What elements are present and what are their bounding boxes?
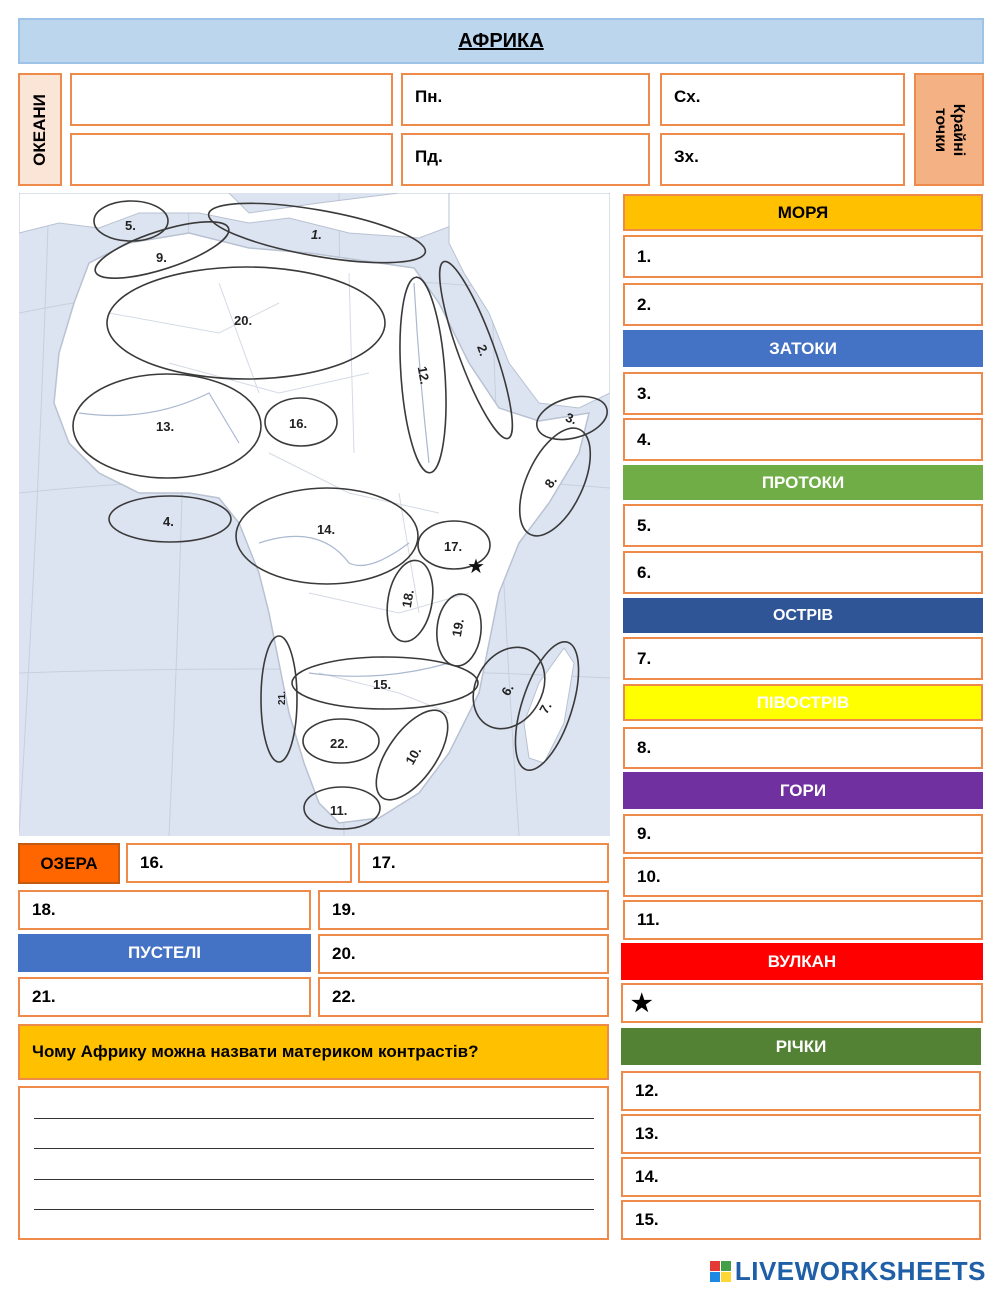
strait-field-5[interactable] <box>623 504 983 547</box>
map-label-16: 16. <box>289 416 308 431</box>
map-label-2: 2. <box>474 342 492 358</box>
river-number-14: 14. <box>635 1167 659 1186</box>
lake-field-18[interactable] <box>18 890 311 930</box>
sea-field-1[interactable] <box>623 235 983 278</box>
east-point-label: Сх. <box>674 87 701 106</box>
ocean-input-1[interactable] <box>70 73 393 126</box>
africa-map <box>19 193 610 836</box>
mountain-field-10[interactable] <box>623 857 983 897</box>
africa-map-svg <box>19 193 610 836</box>
peninsula-header: ПІВОСТРІВ <box>623 684 983 721</box>
volcano-field[interactable] <box>621 983 983 1023</box>
map-label-3: 3. <box>563 409 579 428</box>
answer-line-1 <box>34 1118 594 1119</box>
north-point-field[interactable] <box>401 73 650 126</box>
answer-line-4 <box>34 1209 594 1210</box>
map-label-5: 5. <box>125 218 136 233</box>
peninsula-number-8: 8. <box>637 738 652 757</box>
sea-number-2: 2. <box>637 294 652 314</box>
map-label-17: 17. <box>444 539 463 554</box>
river-field-13[interactable] <box>621 1114 981 1154</box>
east-point-field[interactable] <box>660 73 905 126</box>
peninsula-field-8[interactable] <box>623 727 983 769</box>
map-label-20: 20. <box>234 313 253 328</box>
map-label-6: 6. <box>498 681 517 699</box>
river-field-12[interactable] <box>621 1071 981 1111</box>
west-point-field[interactable] <box>660 133 905 186</box>
answer-line-3 <box>34 1179 594 1180</box>
west-point-label: Зх. <box>674 147 699 166</box>
oceans-label-box <box>18 73 62 186</box>
map-label-1: 1. <box>311 227 322 242</box>
worksheet-title: АФРИКА <box>18 18 984 64</box>
river-number-13: 13. <box>635 1124 659 1143</box>
ocean-input-2[interactable] <box>70 133 393 186</box>
extreme-points-label: Крайні точки <box>932 103 967 156</box>
island-header: ОСТРІВ <box>623 598 983 633</box>
lake-number-18: 18. <box>32 900 56 919</box>
map-label-9: 9. <box>156 250 167 265</box>
lake-number-16: 16. <box>140 853 164 872</box>
river-number-15: 15. <box>635 1210 659 1229</box>
map-label-7: 7. <box>536 699 555 717</box>
map-label-11: 11. <box>330 803 348 818</box>
desert-number-20: 20. <box>332 944 356 963</box>
river-field-14[interactable] <box>621 1157 981 1197</box>
map-label-4: 4. <box>163 514 174 529</box>
answer-line-2 <box>34 1148 594 1149</box>
river-field-15[interactable] <box>621 1200 981 1240</box>
map-label-14: 14. <box>317 522 336 537</box>
map-label-22: 22. <box>330 736 349 751</box>
lake-field-16[interactable] <box>126 843 352 883</box>
seas-header: МОРЯ <box>623 194 983 231</box>
answer-area[interactable] <box>18 1086 609 1240</box>
lake-field-19[interactable] <box>318 890 609 930</box>
mountain-field-11[interactable] <box>623 900 983 940</box>
strait-field-6[interactable] <box>623 551 983 594</box>
desert-number-22: 22. <box>332 987 356 1006</box>
desert-number-21: 21. <box>32 987 56 1006</box>
desert-field-22[interactable] <box>318 977 609 1017</box>
volcano-header: ВУЛКАН <box>621 943 983 980</box>
south-point-field[interactable] <box>401 133 650 186</box>
volcano-star-icon: ★ <box>467 556 485 578</box>
river-number-12: 12. <box>635 1081 659 1100</box>
mountain-number-9: 9. <box>637 824 652 843</box>
gulf-field-4[interactable] <box>623 418 983 461</box>
desert-field-21[interactable] <box>18 977 311 1017</box>
sea-number-1: 1. <box>637 246 652 266</box>
oceans-label: ОКЕАНИ <box>30 93 49 166</box>
extreme-points-label-box <box>914 73 984 186</box>
map-label-18: 18. <box>398 588 417 609</box>
strait-number-6: 6. <box>637 562 652 582</box>
map-label-21: 21. <box>277 691 288 705</box>
lake-field-17[interactable] <box>358 843 609 883</box>
map-label-10: 10. <box>402 744 425 768</box>
volcano-star-icon-label: ★ <box>631 989 653 1017</box>
strait-number-5: 5. <box>637 515 652 535</box>
island-number-7: 7. <box>637 648 652 668</box>
lake-number-17: 17. <box>372 853 396 872</box>
south-point-label: Пд. <box>415 147 443 166</box>
lakes-header: ОЗЕРА <box>18 843 120 884</box>
deserts-header: ПУСТЕЛІ <box>18 934 311 972</box>
mountain-field-9[interactable] <box>623 814 983 854</box>
map-label-13: 13. <box>156 419 175 434</box>
liveworksheets-logo-icon <box>710 1261 731 1282</box>
map-label-19: 19. <box>448 617 467 638</box>
map-label-15: 15. <box>373 677 392 692</box>
liveworksheets-logo-text: LIVEWORKSHEETS <box>734 1255 986 1286</box>
rivers-header: РІЧКИ <box>621 1028 981 1065</box>
gulfs-header: ЗАТОКИ <box>623 330 983 367</box>
island-field-7[interactable] <box>623 637 983 680</box>
gulf-number-4: 4. <box>637 429 652 449</box>
mountain-number-11: 11. <box>637 910 660 929</box>
gulf-number-3: 3. <box>637 383 652 403</box>
mountains-header: ГОРИ <box>623 772 983 809</box>
mountain-number-10: 10. <box>637 867 661 886</box>
map-label-8: 8. <box>541 473 560 491</box>
gulf-field-3[interactable] <box>623 372 983 415</box>
map-label-12: 12. <box>414 365 433 386</box>
north-point-label: Пн. <box>415 87 443 106</box>
desert-field-20[interactable] <box>318 934 609 974</box>
liveworksheets-logo <box>710 1256 986 1286</box>
sea-field-2[interactable] <box>623 283 983 326</box>
straits-header: ПРОТОКИ <box>623 465 983 500</box>
question-prompt: Чому Африку можна назвати материком контрастів? <box>18 1024 609 1080</box>
lake-number-19: 19. <box>332 900 356 919</box>
